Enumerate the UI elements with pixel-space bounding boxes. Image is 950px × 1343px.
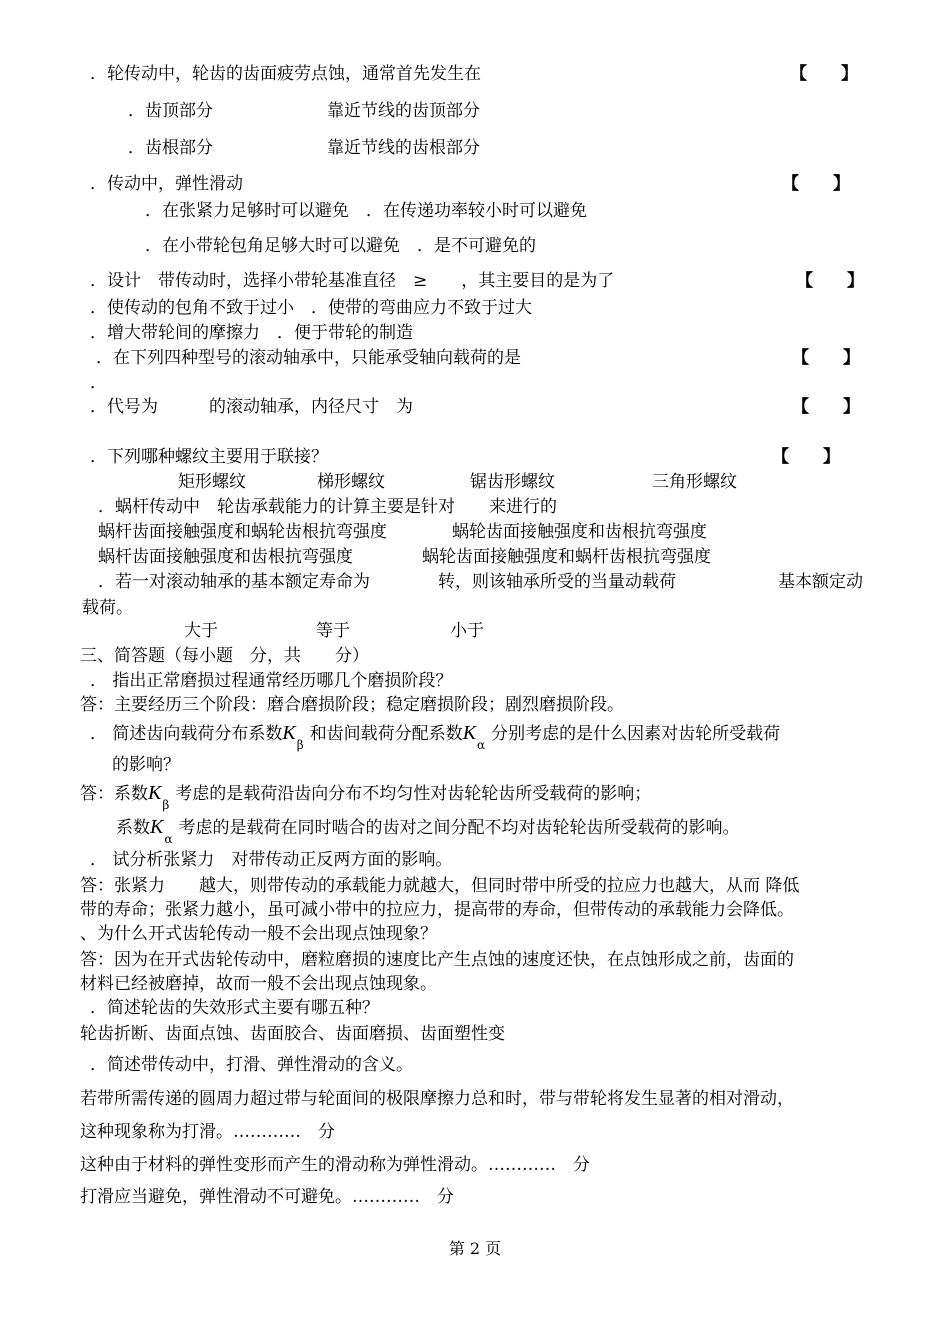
mc-q8-stem-line2: 载荷。 bbox=[82, 598, 133, 618]
mc-q3-options-ab: ．使传动的包角不致于过小 ．使带的弯曲应力不致于过大 bbox=[90, 298, 532, 318]
mc-q1-option-d: 靠近节线的齿根部分 bbox=[327, 138, 480, 158]
mc-q1-option-b: 靠近节线的齿顶部分 bbox=[327, 101, 480, 121]
mc-q1-answer-bracket[interactable]: 【 】 bbox=[790, 64, 858, 84]
mc-q6-answer-bracket[interactable]: 【 】 bbox=[772, 447, 840, 467]
sa-q6-answer-line2: 这种现象称为打滑。………… 分 bbox=[80, 1122, 335, 1142]
section3-heading: 三、简答题（每小题 分，共 分） bbox=[80, 646, 369, 666]
k-beta-symbol: K bbox=[148, 782, 162, 804]
sa-q4-answer-line1: 答：因为在开式齿轮传动中，磨粒磨损的速度比产生点蚀的速度还快，在点蚀形成之前，齿面的 bbox=[80, 950, 794, 970]
mc-q8-option-a: 大于 bbox=[184, 621, 218, 641]
sa-q2-question-line2: 的影响？ bbox=[112, 755, 180, 775]
mc-q2-answer-bracket[interactable]: 【 】 bbox=[782, 174, 850, 194]
sa-q4-answer-line2: 材料已经被磨掉，故而一般不会出现点蚀现象。 bbox=[80, 974, 437, 994]
mc-q6-stem: ．下列哪种螺纹主要用于联接？ bbox=[90, 447, 328, 467]
mc-q7-option-c: 蜗杆齿面接触强度和齿根抗弯强度 bbox=[98, 547, 353, 567]
k-alpha-symbol: K bbox=[150, 816, 164, 838]
sa-q1-question: ． 指出正常磨损过程通常经历哪几个磨损阶段？ bbox=[90, 671, 453, 691]
mc-q2-options-cd: ．在小带轮包角足够大时可以避免 ．是不可避免的 bbox=[145, 236, 536, 256]
mc-q6-option-d: 三角形螺纹 bbox=[652, 472, 737, 492]
mc-q3-answer-bracket[interactable]: 【 】 bbox=[796, 271, 864, 291]
sa-q2-ans1-pre: 答：系数 bbox=[80, 784, 148, 804]
sa-q6-question: ．简述带传动中，打滑、弹性滑动的含义。 bbox=[90, 1055, 413, 1075]
sa-q3-question: ． 试分析张紧力 对带传动正反两方面的影响。 bbox=[90, 850, 453, 870]
k-beta-symbol: K bbox=[282, 722, 296, 744]
mc-q3-stem: ．设计 带传动时，选择小带轮基准直径 ≥ ，其主要目的是为了 bbox=[90, 271, 615, 291]
beta-subscript: β bbox=[162, 798, 170, 812]
sa-q4-question: 、为什么开式齿轮传动一般不会出现点蚀现象？ bbox=[80, 924, 437, 944]
alpha-subscript: α bbox=[477, 738, 486, 752]
sa-q2-text-mid: 和齿间载荷分配系数 bbox=[309, 724, 463, 744]
mc-q6-option-c: 锯齿形螺纹 bbox=[470, 472, 555, 492]
mc-q8-stem-line1-tail: 基本额定动 bbox=[778, 572, 863, 592]
mc-q1-option-a: ．齿顶部分 bbox=[128, 101, 213, 121]
mc-q4-option: ． bbox=[90, 373, 107, 393]
sa-q2-answer-line1 bbox=[80, 782, 652, 812]
sa-q2-text-pre: ． 简述齿向载荷分布系数 bbox=[90, 724, 283, 744]
beta-subscript: β bbox=[296, 738, 304, 752]
sa-q6-answer-line1: 若带所需传递的圆周力超过带与轮面间的极限摩擦力总和时，带与带轮将发生显著的相对滑动， bbox=[80, 1089, 794, 1109]
mc-q7-stem: ．蜗杆传动中 轮齿承载能力的计算主要是针对 来进行的 bbox=[98, 497, 557, 517]
mc-q6-option-b: 梯形螺纹 bbox=[317, 472, 385, 492]
sa-q6-answer-line3: 这种由于材料的弹性变形而产生的滑动称为弹性滑动。………… 分 bbox=[80, 1155, 590, 1175]
mc-q4-answer-bracket[interactable]: 【 】 bbox=[792, 348, 860, 368]
mc-q6-option-a: 矩形螺纹 bbox=[178, 472, 246, 492]
mc-q4-stem: ．在下列四种型号的滚动轴承中，只能承受轴向载荷的是 bbox=[96, 348, 521, 368]
mc-q5-answer-bracket[interactable]: 【 】 bbox=[792, 397, 860, 417]
k-alpha-symbol: K bbox=[462, 722, 477, 744]
sa-q6-answer-line4: 打滑应当避免，弹性滑动不可避免。………… 分 bbox=[80, 1187, 454, 1207]
sa-q3-answer-line2: 带的寿命；张紧力越小，虽可减小带中的拉应力，提高带的寿命，但带传动的承载能力会降低。 bbox=[80, 900, 794, 920]
mc-q2-stem: ．传动中，弹性滑动 bbox=[90, 174, 243, 194]
sa-q1-answer: 答：主要经历三个阶段：磨合磨损阶段；稳定磨损阶段；剧烈磨损阶段。 bbox=[80, 695, 624, 715]
sa-q2-ans1-post: 考虑的是载荷沿齿向分布不均匀性对齿轮轮齿所受载荷的影响； bbox=[175, 784, 652, 804]
page-number: 第 2 页 bbox=[448, 1239, 502, 1258]
mc-q2-options-ab: ．在张紧力足够时可以避免 ．在传递功率较小时可以避免 bbox=[145, 201, 587, 221]
mc-q7-option-d: 蜗轮齿面接触强度和蜗杆齿根抗弯强度 bbox=[422, 547, 711, 567]
mc-q7-option-b: 蜗轮齿面接触强度和齿根抗弯强度 bbox=[452, 522, 707, 542]
sa-q3-answer-line1: 答：张紧力 越大，则带传动的承载能力就越大，但同时带中所受的拉应力也越大，从而 降低 bbox=[80, 876, 800, 896]
sa-q2-text-post: 分别考虑的是什么因素对齿轮所受载荷 bbox=[491, 724, 781, 744]
sa-q5-question: ．简述轮齿的失效形式主要有哪五种？ bbox=[90, 998, 379, 1018]
sa-q2-ans2-post: 考虑的是载荷在同时啮合的齿对之间分配不均对齿轮轮齿所受载荷的影响。 bbox=[178, 818, 740, 838]
sa-q5-answer: 轮齿折断、齿面点蚀、齿面胶合、齿面磨损、齿面塑性变 bbox=[80, 1024, 505, 1044]
sa-q2-ans2-pre: 系数 bbox=[116, 818, 150, 838]
mc-q8-option-b: 等于 bbox=[316, 621, 350, 641]
mc-q7-option-a: 蜗杆齿面接触强度和蜗轮齿根抗弯强度 bbox=[98, 522, 387, 542]
mc-q1-stem: ．轮传动中，轮齿的齿面疲劳点蚀，通常首先发生在 bbox=[90, 64, 481, 84]
mc-q1-option-c: ．齿根部分 bbox=[128, 138, 213, 158]
mc-q8-stem-line1: ．若一对滚动轴承的基本额定寿命为 转，则该轴承所受的当量动载荷 bbox=[98, 572, 676, 592]
mc-q5-stem: ．代号为 的滚动轴承，内径尺寸 为 bbox=[90, 397, 413, 417]
mc-q3-options-cd: ．增大带轮间的摩擦力 ．便于带轮的制造 bbox=[90, 323, 413, 343]
sa-q2-question-line1 bbox=[90, 722, 781, 752]
alpha-subscript: α bbox=[164, 832, 173, 846]
sa-q2-answer-line2 bbox=[116, 816, 740, 846]
mc-q8-option-c: 小于 bbox=[450, 621, 484, 641]
